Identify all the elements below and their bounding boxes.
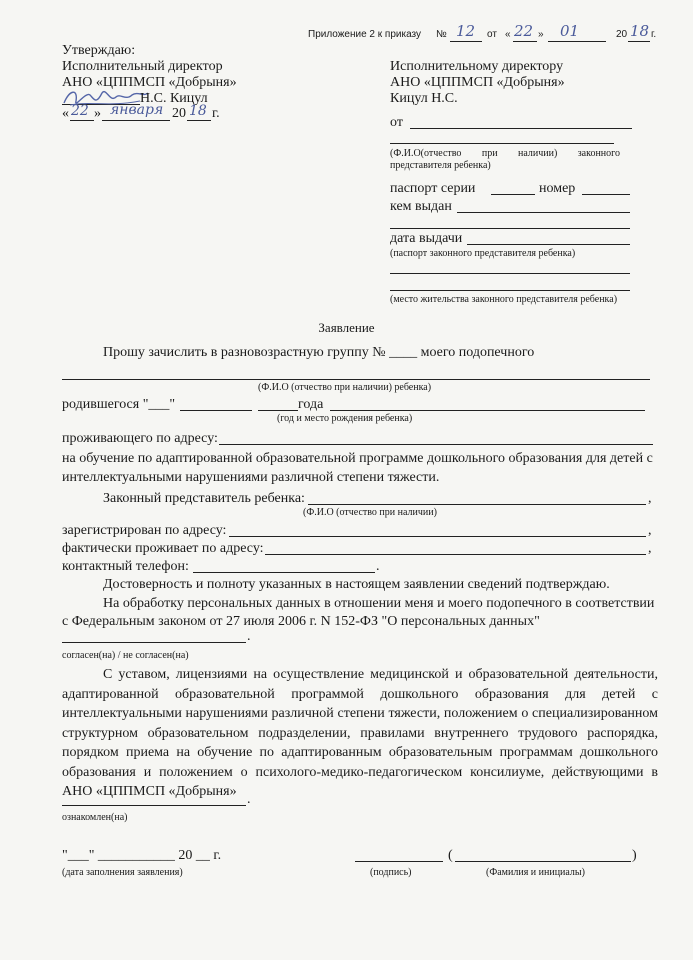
born-year-label: года (298, 397, 324, 412)
signature-line (355, 861, 443, 862)
passport-hint: (паспорт законного представителя ребенка) (390, 248, 576, 259)
actual-line (265, 554, 646, 555)
approval-month: января (110, 102, 164, 118)
comma: , (648, 491, 652, 506)
appendix-prefix: Приложение 2 к приказу (308, 29, 422, 40)
approval-year-prefix: 20 (172, 106, 186, 121)
period: . (247, 629, 251, 644)
request-line: Прошу зачислить в разновозрастную группу № ____ моего подопечного (103, 345, 535, 360)
order-year-suffix: г. (651, 29, 657, 40)
residence-line-1 (390, 273, 630, 274)
approval-date-open: « (62, 106, 69, 121)
comma: , (648, 541, 652, 556)
approval-line-1: Утверждаю: (62, 43, 136, 58)
issued-by-line (457, 212, 630, 213)
order-day-line (513, 41, 537, 42)
name-hint: (Фамилия и инициалы) (486, 867, 585, 878)
child-fio-line (62, 379, 650, 380)
confirm-line: Достоверность и полноту указанных в настоящем заявлении сведений подтверждаю. (103, 577, 610, 592)
rep-label: Законный представитель ребенка: (103, 491, 305, 506)
order-no-line (450, 41, 482, 42)
approval-year-line (187, 120, 211, 121)
residing-line (219, 444, 653, 445)
name-open-paren: ( (448, 848, 453, 863)
issue-date-line (467, 244, 630, 245)
phone-label: контактный телефон: (62, 559, 189, 574)
approval-year: 18 (189, 103, 207, 119)
addressee-line-3: Кицул Н.С. (390, 91, 458, 106)
registered-line (229, 536, 646, 537)
fio-hint: (Ф.И.О(отчество при наличии) законного представителя ребенка) (390, 148, 620, 171)
approval-line-2: Исполнительный директор (62, 59, 223, 74)
residence-line-2 (390, 290, 630, 291)
issued-by-label: кем выдан (390, 199, 452, 214)
from-fio-line-2 (390, 143, 614, 144)
document-title: Заявление (318, 320, 375, 335)
quote-close: » (538, 29, 544, 40)
issue-date-label: дата выдачи (390, 231, 463, 246)
approval-date-mid: » (94, 106, 101, 121)
period: . (247, 792, 251, 807)
pd-line-1: На обработку персональных данных в отношении меня и моего подопечного в соответствии (103, 596, 655, 611)
phone-line (193, 572, 375, 573)
program-line-1: на обучение по адаптированной образовательной программе дошкольного образования для детей с (62, 451, 653, 466)
child-fio-hint: (Ф.И.О (отчество при наличии) ребенка) (258, 382, 432, 393)
approval-year-suffix: г. (212, 106, 220, 121)
approval-month-line (102, 120, 170, 121)
order-month-value: 01 (560, 22, 580, 40)
born-place-line (330, 410, 645, 411)
order-year-value: 18 (630, 22, 650, 40)
passport-series-line (491, 194, 535, 195)
approval-block (62, 43, 237, 91)
from-label: от (390, 115, 403, 130)
from-fio-line (410, 128, 632, 129)
born-year-line (258, 410, 298, 411)
born-hint: (год и место рождения ребенка) (277, 413, 413, 424)
acquainted-hint: ознакомлен(на) (62, 812, 128, 823)
footer-date: "___" ___________ 20 __ г. (62, 848, 222, 863)
comma: , (648, 523, 652, 538)
issued-by-line-2 (390, 228, 630, 229)
rep-fio-line (308, 504, 646, 505)
residing-label: проживающего по адресу: (62, 431, 218, 446)
registered-label: зарегистрирован по адресу: (62, 523, 227, 538)
footer-date-hint: (дата заполнения заявления) (62, 867, 183, 878)
residence-hint: (место жительства законного представителя ребенка) (390, 294, 618, 305)
name-close-paren: ) (632, 848, 637, 863)
approval-day: 22 (71, 103, 89, 119)
order-year-line (628, 41, 650, 42)
consent-line (62, 642, 246, 643)
quote-open: « (505, 29, 511, 40)
approval-day-line (70, 120, 94, 121)
period: . (376, 559, 380, 574)
charter-paragraph: С уставом, лицензиями на осуществление медицинской и образовательной деятельности, адаптированной образовательной программой дошкольного образования для детей с интеллектуальными нарушениями различной степени тяжести, положением о специализированном структурном образовательном подразделении, правилами внутреннего трудового распорядка, порядком приема на обучение по адаптированным образовательным программам дошкольного образования и положением о психолого-медико-педагогическом консилиуме, действующими в АНО «ЦППМСП «Добрыня» (62, 667, 658, 799)
approval-signer: Н.С. Кицул (140, 91, 208, 106)
order-year-prefix: 20 (616, 29, 628, 40)
passport-number-label: номер (539, 181, 576, 196)
consent-hint: согласен(на) / не согласен(на) (62, 650, 189, 661)
appendix-header (308, 29, 421, 41)
addressee-line-1: Исполнительному директору (390, 59, 564, 74)
born-label: родившегося "___" (62, 397, 176, 412)
passport-number-line (582, 194, 630, 195)
born-date-line (180, 410, 252, 411)
program-line-2: интеллектуальными нарушениями различной степени тяжести. (62, 470, 440, 485)
addressee-line-2: АНО «ЦППМСП «Добрыня» (390, 75, 565, 90)
acquainted-line (62, 805, 246, 806)
signature-hint: (подпись) (370, 867, 412, 878)
addressee-block (390, 59, 565, 107)
order-from-label: от (487, 29, 497, 40)
approval-line-3: АНО «ЦППМСП «Добрыня» (62, 75, 237, 90)
rep-hint: (Ф.И.О (отчество при наличии) (303, 507, 437, 518)
pd-line-2: с Федеральным законом от 27 июля 2006 г. N 152-ФЗ "О персональных данных" (62, 614, 540, 629)
order-no-label: № (436, 29, 447, 40)
passport-series-label: паспорт серии (390, 181, 476, 196)
order-day-value: 22 (514, 22, 534, 40)
order-month-line (548, 41, 606, 42)
actual-label: фактически проживает по адресу: (62, 541, 264, 556)
order-no-value: 12 (456, 22, 476, 40)
name-line (455, 861, 631, 862)
